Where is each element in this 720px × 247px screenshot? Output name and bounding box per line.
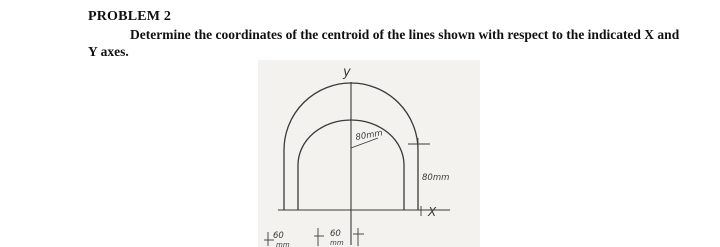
inner-gap-label: 60 [330,229,341,239]
figure-photo [258,60,480,247]
figure-drawing [258,60,480,247]
radius-label: 80mm [354,128,384,143]
left-leg-unit: mm [276,241,290,247]
inner-gap-unit: mm [330,239,344,247]
problem-statement: Determine the coordinates of the centroid of the lines shown with respect to the indicated X and Y axes. [88,27,680,59]
problem-heading: PROBLEM 2 [88,9,172,24]
height-label: 80mm [422,173,450,183]
left-leg-label: 60 [273,231,284,241]
x-axis-label: X [428,205,437,219]
y-axis-label: y [343,65,351,80]
